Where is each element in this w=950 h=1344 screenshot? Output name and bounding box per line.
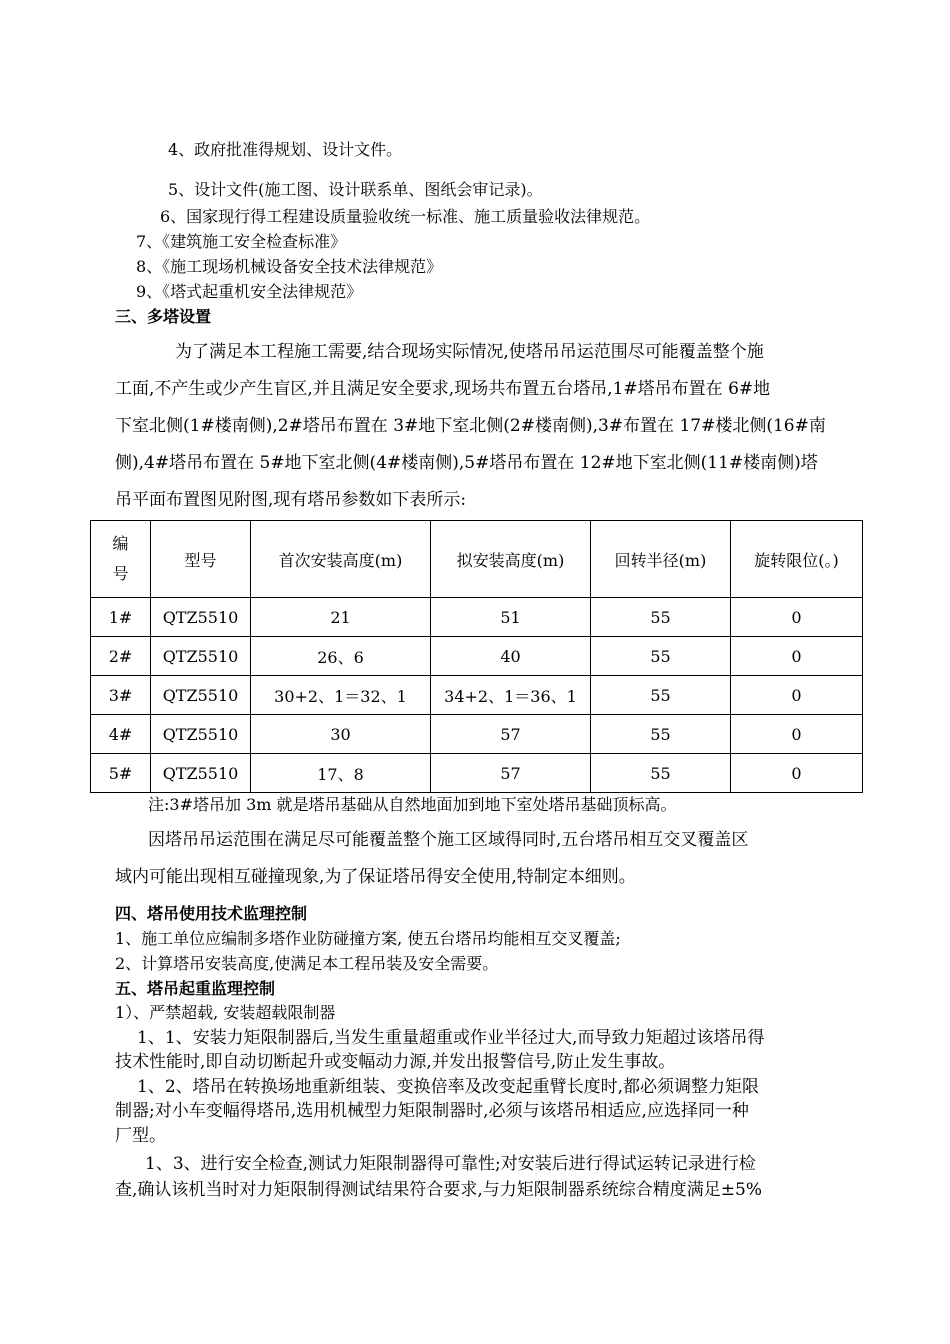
- table-row: [91, 715, 863, 754]
- table-row: [91, 754, 863, 793]
- table-note: 注:3#塔吊加 3m 就是塔吊基础从自然地面加到地下室处塔吊基础顶标高。: [148, 795, 677, 814]
- header-planned-height: 拟安装高度(m): [431, 521, 591, 598]
- header-model: 型号: [151, 521, 251, 598]
- section3-para-line: 为了满足本工程施工需要,结合现场实际情况,使塔吊吊运范围尽可能覆盖整个施: [175, 342, 764, 362]
- section3-para-line: 吊平面布置图见附图,现有塔吊参数如下表所示:: [115, 490, 467, 510]
- table-row: [91, 676, 863, 715]
- table-row: [91, 598, 863, 637]
- table-cell: 0: [731, 637, 863, 676]
- table-cell: QTZ5510: [151, 637, 251, 676]
- table-cell: 17、8: [251, 754, 431, 793]
- header-number: [91, 521, 151, 598]
- table-cell: 55: [591, 754, 731, 793]
- list-item-4: 4、政府批准得规划、设计文件。: [168, 140, 403, 159]
- para2-line: 因塔吊吊运范围在满足尽可能覆盖整个施工区域得同时,五台塔吊相互交叉覆盖区: [148, 830, 749, 850]
- section5-sub1: 1）、严禁超载, 安装超载限制器: [115, 1003, 336, 1022]
- table-cell: 55: [591, 715, 731, 754]
- header-rotation-limit: 旋转限位(。): [731, 521, 863, 598]
- section3-para-line: 工面,不产生或少产生盲区,并且满足安全要求,现场共布置五台塔吊,1#塔吊布置在 6#地: [115, 379, 771, 399]
- table-cell: 57: [431, 715, 591, 754]
- list-item-6: 6、国家现行得工程建设质量验收统一标准、施工质量验收法律规范。: [160, 207, 651, 226]
- table-cell: 40: [431, 637, 591, 676]
- p12-line: 1、2、塔吊在转换场地重新组装、变换倍率及改变起重臂长度时,都必须调整力矩限: [137, 1077, 760, 1097]
- section5-heading: 五、塔吊起重监理控制: [115, 979, 276, 998]
- table-cell: QTZ5510: [151, 715, 251, 754]
- table-cell: 57: [431, 754, 591, 793]
- table-cell: 51: [431, 598, 591, 637]
- section3-heading: 三、多塔设置: [115, 307, 212, 326]
- table-cell: QTZ5510: [151, 598, 251, 637]
- table-cell: 55: [591, 598, 731, 637]
- header-initial-height: 首次安装高度(m): [251, 521, 431, 598]
- section3-para-line: 下室北侧(1#楼南侧),2#塔吊布置在 3#地下室北侧(2#楼南侧),3#布置在 17#楼北侧(16#南: [115, 416, 826, 436]
- p12-line: 制器;对小车变幅得塔吊,选用机械型力矩限制器时,必须与该塔吊相适应,应选择同一种: [115, 1101, 749, 1121]
- list-item-7: 7、《建筑施工安全检查标准》: [136, 232, 347, 251]
- table-row: [91, 637, 863, 676]
- table-cell: 0: [731, 715, 863, 754]
- table-cell: 0: [731, 676, 863, 715]
- table-cell: 26、6: [251, 637, 431, 676]
- table-cell: 4#: [91, 715, 151, 754]
- table-cell: 5#: [91, 754, 151, 793]
- p13-line: 1、3、进行安全检查,测试力矩限制器得可靠性;对安装后进行得试运转记录进行检: [145, 1154, 756, 1174]
- section4-item: 2、计算塔吊安装高度,使满足本工程吊装及安全需要。: [115, 954, 499, 973]
- table-cell: 55: [591, 676, 731, 715]
- list-item-8: 8、《施工现场机械设备安全技术法律规范》: [136, 257, 443, 276]
- table-cell: 30: [251, 715, 431, 754]
- table-cell: 0: [731, 598, 863, 637]
- table-cell: 21: [251, 598, 431, 637]
- para2-line: 域内可能出现相互碰撞现象,为了保证塔吊得安全使用,特制定本细则。: [115, 867, 636, 887]
- table-cell: 30+2、1＝32、1: [251, 676, 431, 715]
- header-number-line1: 编: [112, 534, 129, 553]
- table-cell: 3#: [91, 676, 151, 715]
- p12-line: 厂型。: [115, 1126, 166, 1146]
- list-item-9: 9、《塔式起重机安全法律规范》: [136, 282, 363, 301]
- p11-line: 技术性能时,即自动切断起升或变幅动力源,并发出报警信号,防止发生事故。: [115, 1052, 676, 1072]
- table-cell: QTZ5510: [151, 676, 251, 715]
- table-cell: 55: [591, 637, 731, 676]
- p13-line: 查,确认该机当时对力矩限制得测试结果符合要求,与力矩限制器系统综合精度满足±5%: [115, 1180, 763, 1200]
- table-cell: QTZ5510: [151, 754, 251, 793]
- table-cell: 1#: [91, 598, 151, 637]
- section3-para-line: 侧),4#塔吊布置在 5#地下室北侧(4#楼南侧),5#塔吊布置在 12#地下室北侧(11#楼南侧)塔: [115, 453, 818, 473]
- crane-spec-table: [90, 520, 863, 793]
- header-radius: 回转半径(m): [591, 521, 731, 598]
- list-item-5: 5、设计文件(施工图、设计联系单、图纸会审记录)。: [168, 180, 543, 199]
- header-number-line2: 号: [112, 564, 129, 583]
- section4-item: 1、施工单位应编制多塔作业防碰撞方案, 使五台塔吊均能相互交叉覆盖;: [115, 929, 621, 948]
- table-cell: 0: [731, 754, 863, 793]
- table-header-row: [91, 521, 863, 598]
- p11-line: 1、1、安装力矩限制器后,当发生重量超重或作业半径过大,而导致力矩超过该塔吊得: [137, 1028, 765, 1048]
- section4-heading: 四、塔吊使用技术监理控制: [115, 904, 308, 923]
- table-cell: 34+2、1＝36、1: [431, 676, 591, 715]
- table-cell: 2#: [91, 637, 151, 676]
